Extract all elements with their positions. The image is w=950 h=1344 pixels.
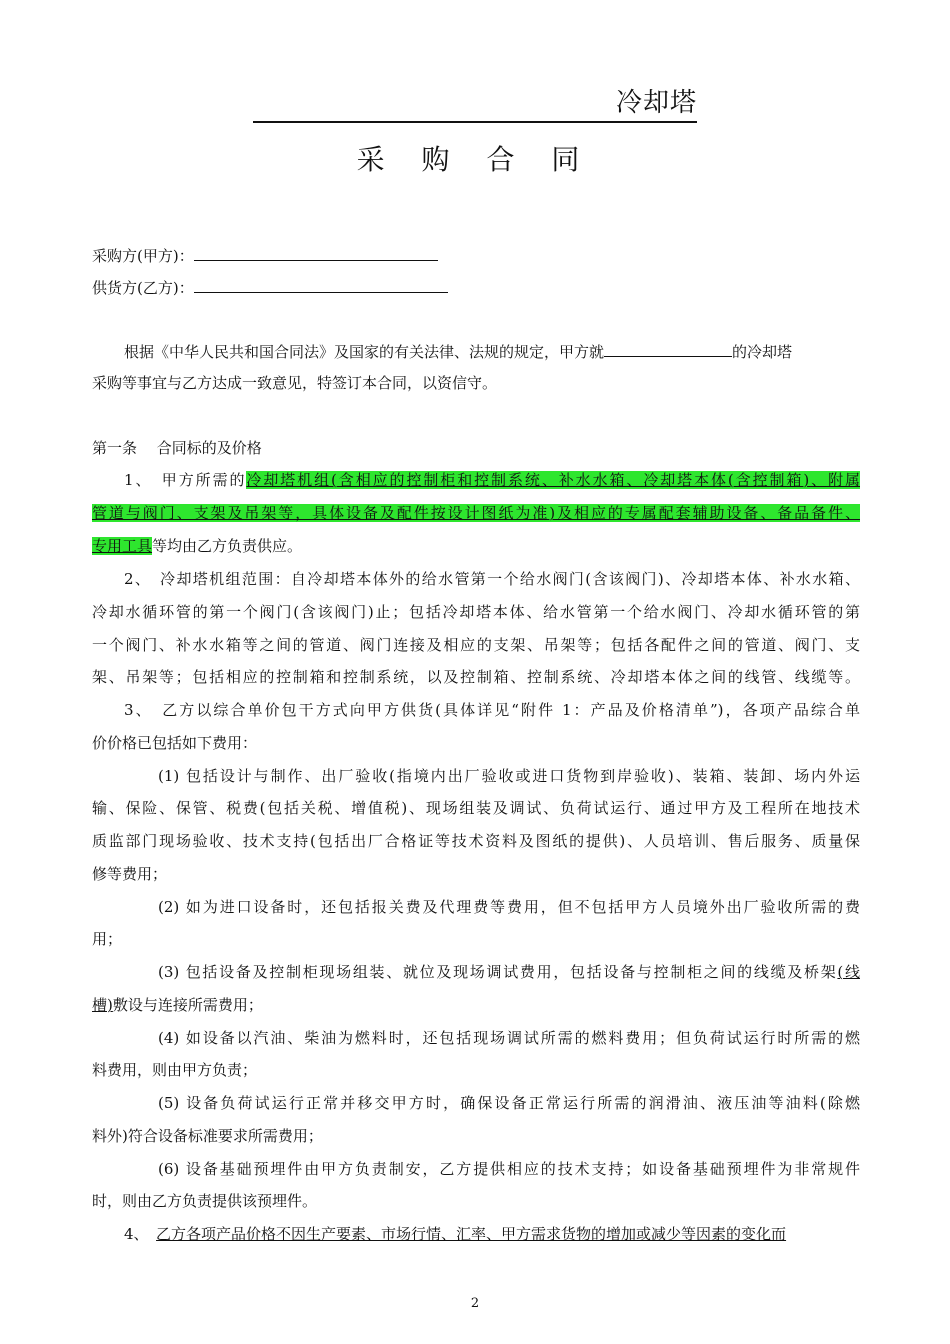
sub-3-text-b: 敷设与连接所需费用； (112, 996, 263, 1014)
sub-1-line-2: 输、保险、保管、税费(包括关税、增值税)、现场组装及调试、负荷试运行、通过甲方及工程所在地技术 (92, 799, 860, 817)
header-title: 冷却塔 (615, 88, 697, 118)
project-blank[interactable] (604, 341, 732, 357)
item-1-line-2 (92, 503, 860, 523)
sub-6-line-2: 时，则由乙方负责提供该预埋件。 (92, 1192, 318, 1210)
sub-1-line-3: 质监部门现场验收、技术支持(包括出厂合格证等技术资料及图纸的提供)、人员培训、售后服务、质量保 (92, 832, 860, 850)
sub-5-line-2: 料外)符合设备标准要求所需费用； (92, 1127, 323, 1145)
item-2-line-2: 冷却水循环管的第一个阀门(含该阀门)止；包括冷却塔本体、给水管第一个给水阀门、冷却水循环管的第 (92, 603, 860, 621)
sub-1-line-1: (1) 包括设计与制作、出厂验收(指境内出厂验收或进口货物到岸验收)、装箱、装卸、场内外运 (158, 767, 860, 785)
sub-3-line-2 (92, 995, 860, 1015)
sub-4-line-1: (4) 如设备以汽油、柴油为燃料时，还包括现场调试所需的燃料费用；但负荷试运行时所需的燃 (158, 1029, 860, 1047)
sub-3-text-a: (3) 包括设备及控制柜现场组装、就位及现场调试费用，包括设备与控制柜之间的线缆及桥架 (158, 963, 838, 981)
intro-text-a: 根据《中华人民共和国合同法》及国家的有关法律、法规的规定，甲方就 (124, 343, 605, 361)
item-1-prefix: 1、 甲方所需的 (124, 471, 247, 489)
item-3-line-1: 3、 乙方以综合单价包干方式向甲方供货(具体详见“附件 1：产品及价格清单”)，各项产品综合单 (124, 701, 860, 719)
intro-line-1 (124, 341, 860, 362)
item-1-line-3 (92, 536, 860, 556)
supplier-row (92, 276, 448, 298)
item-1-suffix: 等均由乙方负责供应。 (152, 537, 303, 555)
sub-6-line-1: (6) 设备基础预埋件由甲方负责制安，乙方提供相应的技术支持；如设备基础预埋件为非常规件 (158, 1160, 860, 1178)
item-1-highlight-2: 管道与阀门、支架及吊架等，具体设备及配件按设计图纸为准)及相应的专属配套辅助设备、备品备件、 (92, 504, 860, 522)
header-rule (253, 121, 697, 123)
buyer-row (92, 244, 438, 266)
supplier-label: 供货方(乙方)： (92, 279, 194, 297)
item-3-line-2: 价价格已包括如下费用： (92, 734, 258, 752)
sub-1-line-4: 修等费用； (92, 865, 168, 883)
item-2-line-3: 一个阀门、补水水箱等之间的管道、阀门连接及相应的支架、吊架等；包括各配件之间的管道、阀门、支 (92, 636, 860, 654)
page-number: 2 (470, 1296, 480, 1311)
sub-3-underline-b: 槽) (92, 996, 113, 1014)
sub-3-underline-a: (线 (837, 963, 860, 981)
item-4-underlined-text: 乙方各项产品价格不因生产要素、市场行情、汇率、甲方需求货物的增加或减少等因素的变化而 (156, 1225, 787, 1243)
item-1-highlight-3: 专用工具 (92, 537, 153, 555)
intro-line-2: 采购等事宜与乙方达成一致意见，特签订本合同，以资信守。 (92, 374, 498, 392)
supplier-blank[interactable] (194, 276, 448, 293)
item-2-line-4: 架、吊架等；包括相应的控制箱和控制系统，以及控制箱、控制系统、冷却塔本体之间的线管、线缆等。 (92, 668, 860, 686)
sub-5-line-1: (5) 设备负荷试运行正常并移交甲方时，确保设备正常运行所需的润滑油、液压油等油料(除燃 (158, 1094, 860, 1112)
item-1-highlight-1: 冷却塔机组(含相应的控制柜和控制系统、补水水箱、冷却塔本体(含控制箱)、附属 (246, 471, 860, 489)
article-1-heading: 第一条 合同标的及价格 (92, 439, 262, 457)
item-2-line-1: 2、 冷却塔机组范围：自冷却塔本体外的给水管第一个给水阀门(含该阀门)、冷却塔本体、补水水箱、 (124, 570, 860, 588)
intro-text-b: 的冷却塔 (732, 343, 793, 361)
sub-2-line-1: (2) 如为进口设备时，还包括报关费及代理费等费用，但不包括甲方人员境外出厂验收所需的费 (158, 898, 860, 916)
document-title: 采 购 合 同 (356, 143, 594, 176)
sub-3-line-1 (158, 962, 860, 982)
sub-2-line-2: 用； (92, 930, 123, 948)
buyer-blank[interactable] (194, 244, 438, 261)
item-4-line-1 (124, 1224, 860, 1244)
sub-4-line-2: 料费用，则由甲方负责； (92, 1061, 258, 1079)
item-4-prefix: 4、 (124, 1225, 157, 1243)
item-1-line-1 (124, 470, 860, 490)
buyer-label: 采购方(甲方)： (92, 247, 194, 265)
